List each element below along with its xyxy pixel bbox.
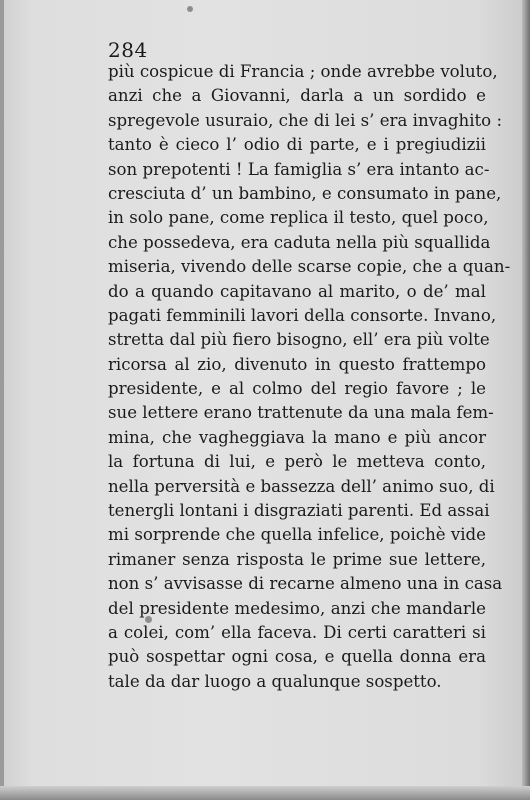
- text-line: che possedeva, era caduta nella più squallida: [108, 232, 491, 252]
- text-line: non s’ avvisasse di recarne almeno una in casa: [108, 574, 503, 594]
- text-line: mi sorprende che quella infelice, poichè vide: [108, 525, 486, 545]
- text-line: a colei, com’ ella faceva. Di certi caratteri si: [108, 622, 486, 642]
- ink-speck: [187, 6, 193, 12]
- text-line: più cospicue di Francia ; onde avrebbe voluto,: [108, 62, 498, 81]
- text-line: sue lettere erano trattenute da una mala fem-: [108, 403, 494, 423]
- body-text: [108, 60, 511, 694]
- text-line: nella perversità e bassezza dell’ animo suo, di: [108, 476, 495, 496]
- text-line: rimaner senza risposta le prime sue lettere,: [108, 549, 486, 569]
- text-line: tanto è cieco l’ odio di parte, e i pregiudizii: [108, 135, 486, 155]
- text-line: cresciuta d’ un bambino, e consumato in pane,: [108, 183, 502, 203]
- text-line: presidente, e al colmo del regio favore ; le: [108, 379, 486, 399]
- page-number: 284: [108, 38, 148, 62]
- text-line: del presidente medesimo, anzi che mandarle: [108, 598, 486, 618]
- page-bottom-edge: [0, 786, 530, 800]
- text-line: anzi che a Giovanni, darla a un sordido e: [108, 86, 486, 106]
- text-line: tenergli lontani i disgraziati parenti. Ed assai: [108, 501, 490, 521]
- text-line: do a quando capitavano al marito, o de’ mal: [108, 281, 486, 301]
- text-line: può sospettar ogni cosa, e quella donna era: [108, 647, 486, 667]
- text-line: spregevole usuraio, che di lei s’ era invaghito :: [108, 110, 503, 130]
- text-line: stretta dal più fiero bisogno, ell’ era più volte: [108, 330, 490, 350]
- page-right-edge-shadow: [522, 0, 530, 800]
- text-line: miseria, vivendo delle scarse copie, che a quan-: [108, 257, 511, 277]
- text-line: tale da dar luogo a qualunque sospetto.: [108, 671, 442, 691]
- text-line: pagati femminili lavori della consorte. Invano,: [108, 305, 497, 325]
- text-line: la fortuna di lui, e però le metteva conto,: [108, 452, 486, 472]
- text-line: son prepotenti ! La famiglia s’ era intanto ac-: [108, 159, 490, 179]
- text-line: ricorsa al zio, divenuto in questo frattempo: [108, 354, 486, 374]
- text-line: mina, che vagheggiava la mano e più ancor: [108, 427, 486, 447]
- page-left-edge: [0, 0, 4, 800]
- text-line: in solo pane, come replica il testo, quel poco,: [108, 208, 489, 228]
